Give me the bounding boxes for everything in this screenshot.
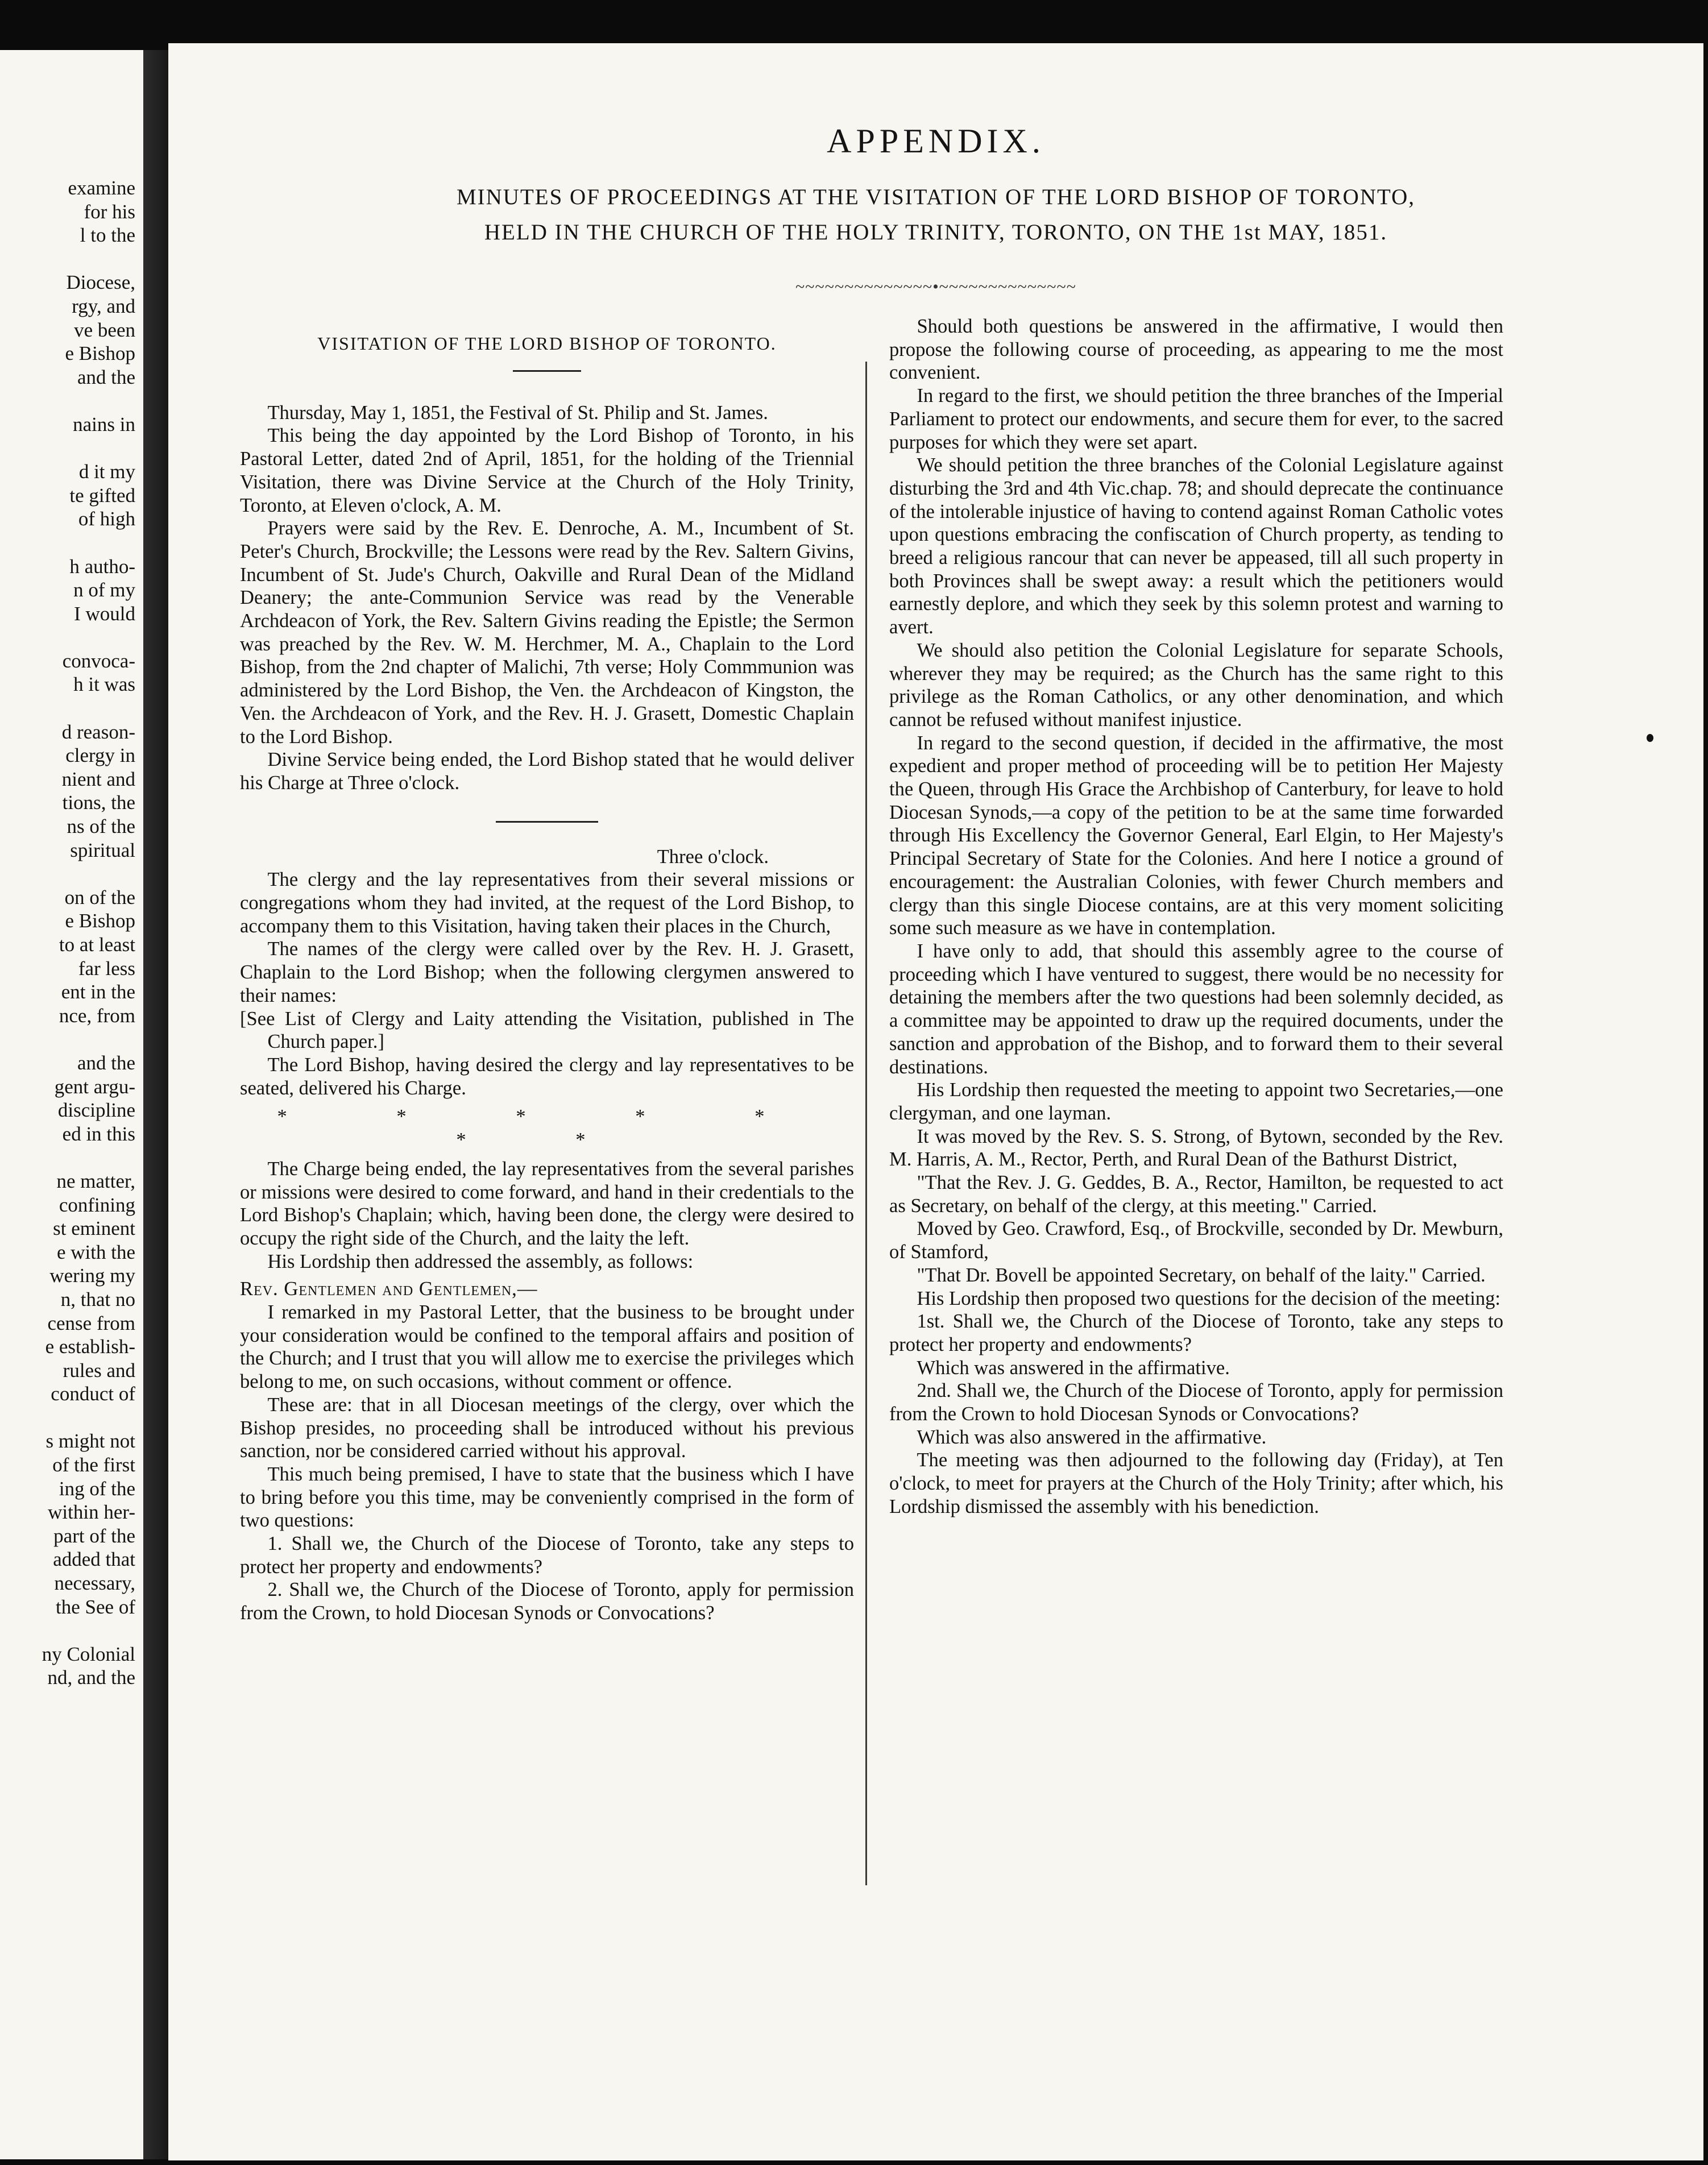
paragraph: This being the day appointed by the Lord Bishop of Toronto, in his Pastoral Letter, dated 2nd of April, 1851, for the holding of the Triennial Visitation, there was Divine Service at the Church of the Holy Trinity, Toronto, at Eleven o'clock, A. M.: [240, 425, 854, 516]
left-page-line: [1, 1406, 135, 1430]
paragraph: His Lordship then addressed the assembly, as follows:: [267, 1250, 694, 1272]
paragraph: In regard to the first, we should petition the three branches of the Imperial Parliament to protect our endowments, and secure them for ever, to the sacred purposes for which they were set apart.: [889, 385, 1503, 453]
left-page-line: within her-: [48, 1501, 135, 1524]
left-page-line: [1, 696, 135, 720]
paragraph: The Charge being ended, the lay representatives from the several parishes or missions were desired to come forward, and hand in their credentials to the Lord Bishop's Chaplain; which, having been done, the clergy were desired to occupy the right side of the Church, and the laity the left.: [240, 1158, 854, 1249]
left-page-line: Diocese,: [66, 271, 135, 294]
paragraph: These are: that in all Diocesan meetings of the clergy, over which the Bishop presides, no proceeding shall be introduced without his previous sanction, nor be considered carried without his approval.: [240, 1393, 854, 1462]
left-page-line: d it my: [78, 461, 135, 483]
left-page-line: and the: [77, 366, 135, 388]
left-page-line: h autho-: [69, 555, 135, 578]
left-page-line: to at least: [59, 934, 135, 956]
column-divider: [865, 362, 867, 1885]
left-page-line: nce, from: [59, 1004, 135, 1027]
left-page-line: rules and: [63, 1359, 135, 1382]
paragraph: I have only to add, that should this assembly agree to the course of proceeding which I have ventured to suggest, there would be no necessity for detaining the members after the two questions had been solemnly decided, as a committee may be appointed to draw up the required documents, under the sanction and approbation of the Bishop, and to forward them to their several destinations.: [889, 940, 1503, 1078]
paragraph: Moved by Geo. Crawford, Esq., of Brockville, seconded by Dr. Mewburn, of Stamford,: [889, 1218, 1503, 1263]
left-page-line: the See of: [56, 1595, 135, 1618]
paragraph: Divine Service being ended, the Lord Bishop stated that he would deliver his Charge at Three o'clock.: [240, 749, 854, 794]
paragraph: It was moved by the Rev. S. S. Strong, of Bytown, seconded by the Rev. M. Harris, A. M., Rector, Perth, and Rural Dean of the Bathurst District,: [889, 1125, 1503, 1171]
left-page-line: l to the: [80, 224, 135, 247]
left-page-line: e Bishop: [65, 910, 135, 932]
paragraph: His Lordship then proposed two questions for the decision of the meeting:: [917, 1287, 1501, 1309]
paragraph: The clergy and the lay representatives from their several missions or congregations whom they had invited, at the request of the Lord Bishop, to accompany them to this Visitation, having taken their places in the Church,: [240, 869, 854, 937]
paragraph: Prayers were said by the Rev. E. Denroche, A. M., Incumbent of St. Peter's Church, Brockville; the Lessons were read by the Rev. Saltern Givins, Incumbent of St. Jude's Church, Oakville and Rural Dean of the Midland Deanery; the ante-Communion Service was read by the Venerable Archdeacon of York, the Rev. Saltern Givins reading the Epistle; the Sermon was preached by the Rev. W. M. Herchmer, M. A., Chaplain to the Lord Bishop, from the 2nd chapter of Malichi, 7th verse; Holy Commmunion was administered by the Lord Bishop, the Ven. the Archdeacon of Kingston, the Ven. the Archdeacon of York, and the Rev. H. J. Grasett, Domestic Chaplain to the Lord Bishop.: [240, 517, 854, 748]
paragraph: The meeting was then adjourned to the following day (Friday), at Ten o'clock, to meet for prayers at the Church of the Holy Trinity; after which, his Lordship dismissed the assembly with his benediction.: [889, 1449, 1503, 1517]
left-page-line: e establish-: [45, 1336, 135, 1358]
left-page-line: nains in: [73, 413, 135, 436]
left-page-line: [1, 247, 135, 271]
left-page-line: [1, 1027, 135, 1051]
paragraph: Which was answered in the affirmative.: [917, 1357, 1230, 1379]
right-column: [889, 315, 1503, 1519]
paragraph: This much being premised, I have to state that the business which I have to bring before you this time, may be conveniently comprised in the form of two questions:: [240, 1463, 854, 1532]
date-line: Thursday, May 1, 1851, the Festival of St. Philip and St. James.: [267, 401, 768, 424]
left-page-line: e with the: [56, 1241, 135, 1263]
left-page-line: [1, 437, 135, 461]
left-page-line: h it was: [73, 673, 135, 696]
subtitle-line-1: MINUTES OF PROCEEDINGS AT THE VISITATION OF THE LORD BISHOP OF TORONTO,: [456, 185, 1416, 209]
subtitle-line-2: HELD IN THE CHURCH OF THE HOLY TRINITY, TORONTO, ON THE 1st MAY, 1851.: [484, 220, 1388, 244]
paragraph: The names of the clergy were called over by the Rev. H. J. Grasett, Chaplain to the Lord Bishop; when the following clergymen answered to their names:: [240, 938, 854, 1006]
left-page-line: tions, the: [62, 791, 135, 814]
left-page-line: confining: [59, 1193, 135, 1216]
left-page-line: s might not: [45, 1430, 135, 1453]
short-rule: [496, 821, 598, 823]
ornamental-divider: ~~~~~~~~~~~~~~•~~~~~~~~~~~~~~: [795, 277, 1076, 296]
salutation: Rev. Gentlemen and Gentlemen,—: [240, 1278, 538, 1300]
left-page-line: gent argu-: [54, 1075, 135, 1098]
left-page-fragment: [0, 50, 146, 2159]
left-page-line: [1, 1619, 135, 1643]
left-column: [240, 310, 854, 1625]
time-heading: Three o'clock.: [657, 845, 769, 868]
left-page-line: ent in the: [61, 981, 135, 1003]
paragraph: His Lordship then requested the meeting to appoint two Secretaries,—one clergyman, and one layman.: [889, 1079, 1503, 1124]
main-page: [168, 43, 1703, 2160]
question-item: 1. Shall we, the Church of the Diocese of Toronto, take any steps to protect her property and endowments?: [240, 1533, 854, 1578]
ink-spot: [1647, 734, 1653, 742]
left-page-line: nient and: [61, 768, 135, 790]
left-page-line: spiritual: [70, 839, 135, 861]
left-page-line: added that: [53, 1548, 135, 1571]
left-page-line: [1, 531, 135, 555]
left-page-line: nd, and the: [47, 1666, 135, 1689]
question-item: 1st. Shall we, the Church of the Diocese of Toronto, take any steps to protect her property and endowments?: [889, 1310, 1503, 1355]
left-page-line: on of the: [64, 886, 135, 909]
bracket-note: [See List of Clergy and Laity attending the Visitation, published in The Church paper.]: [240, 1007, 854, 1053]
paragraph: Should both questions be answered in the affirmative, I would then propose the following course of proceeding, as appearing to me the most convenient.: [889, 316, 1503, 384]
left-page-line: ny Colonial: [42, 1643, 135, 1665]
left-page-line: wering my: [49, 1264, 135, 1287]
left-page-line: of high: [78, 508, 135, 530]
left-page-line: ne matter,: [56, 1169, 135, 1192]
left-page-line: n, that no: [60, 1288, 135, 1310]
question-item: 2nd. Shall we, the Church of the Diocese of Toronto, apply for permission from the Crown to hold Diocesan Synods or Convocations?: [889, 1380, 1503, 1425]
left-page-line: clergy in: [65, 744, 135, 767]
left-page-text: [1, 176, 135, 1690]
short-rule: [513, 370, 581, 372]
left-page-line: discipline: [57, 1099, 135, 1122]
resolution-quote: "That Dr. Bovell be appointed Secretary, on behalf of the laity." Carried.: [917, 1264, 1486, 1286]
question-item: 2. Shall we, the Church of the Diocese of Toronto, apply for permission from the Crown, to hold Diocesan Synods or Convocations?: [240, 1579, 854, 1624]
left-page-line: e Bishop: [65, 342, 135, 365]
left-page-line: part of the: [53, 1524, 135, 1547]
page-title: APPENDIX.: [827, 122, 1045, 160]
left-page-line: far less: [78, 957, 135, 980]
paragraph: In regard to the second question, if decided in the affirmative, the most expedient and proper method of proceeding will be to petition Her Majesty the Queen, through His Grace the Archbishop of Canterbury, for leave to hold Diocesan Synods,—a copy of the petition to be at the same time forwarded through His Excellency the Governor General, Earl Elgin, to Her Majesty's Principal Secretary of State for the Colonies. And here I notice a ground of encouragement: the Australian Colonies, with fewer Church members and clergy than this single Diocese contains, are at this very moment soliciting some such measure as we have in contemplation.: [889, 732, 1503, 939]
left-page-line: of the first: [52, 1454, 135, 1476]
left-page-line: rgy, and: [72, 295, 135, 317]
left-page-line: [1, 862, 135, 886]
left-page-line: ve been: [74, 318, 135, 341]
paragraph: We should also petition the Colonial Legislature for separate Schools, wherever they may be required; as the Church has the same right to this privilege as the Roman Catholics, or any other denomination, and which cannot be refused without manifest injustice.: [889, 639, 1503, 731]
left-page-line: I would: [74, 602, 135, 625]
paragraph: The Lord Bishop, having desired the clergy and lay representatives to be seated, delivered his Charge.: [240, 1054, 854, 1099]
asterisk-divider: * * * * * * *: [277, 1106, 817, 1151]
left-page-line: cense from: [47, 1312, 135, 1334]
paragraph: I remarked in my Pastoral Letter, that the business to be brought under your consideration would be confined to the temporal affairs and position of the Church; and I trust that you will allow me to exercise the privileges which belong to me, on such occasions, without comment or offence.: [240, 1301, 854, 1393]
left-page-line: ing of the: [59, 1477, 135, 1500]
left-page-line: [1, 1146, 135, 1169]
left-page-line: te gifted: [69, 484, 135, 507]
left-page-line: [1, 625, 135, 649]
left-page-line: convoca-: [62, 649, 135, 672]
left-page-line: conduct of: [51, 1383, 135, 1405]
left-page-line: d reason-: [61, 720, 135, 743]
section-heading: VISITATION OF THE LORD BISHOP OF TORONTO.: [317, 333, 777, 354]
resolution-quote: "That the Rev. J. G. Geddes, B. A., Rector, Hamilton, be requested to act as Secretary, on behalf of the clergy, at this meeting." Carried.: [889, 1172, 1503, 1217]
left-page-line: ns of the: [67, 815, 135, 838]
left-page-line: examine: [68, 177, 135, 199]
left-page-line: n of my: [73, 579, 135, 602]
left-page-line: and the: [77, 1051, 135, 1074]
left-page-line: for his: [84, 200, 135, 223]
left-page-line: [1, 389, 135, 413]
left-page-line: ed in this: [62, 1122, 135, 1145]
left-page-line: st eminent: [53, 1217, 135, 1240]
paragraph: Which was also answered in the affirmative.: [917, 1426, 1267, 1448]
left-page-line: necessary,: [54, 1572, 135, 1595]
paragraph: We should petition the three branches of the Colonial Legislature against disturbing the 3rd and 4th Vic.chap. 78; and should deprecate the continuance of the intolerable injustice of having to contend against Roman Catholic votes upon questions embracing the confiscation of Church property, as tending to breed a religious rancour that can never be appeased, till all such property in both Provinces shall be swept away: a result which the petitioners would earnestly deplore, and which they seek by this solemn protest and warning to avert.: [889, 454, 1503, 638]
